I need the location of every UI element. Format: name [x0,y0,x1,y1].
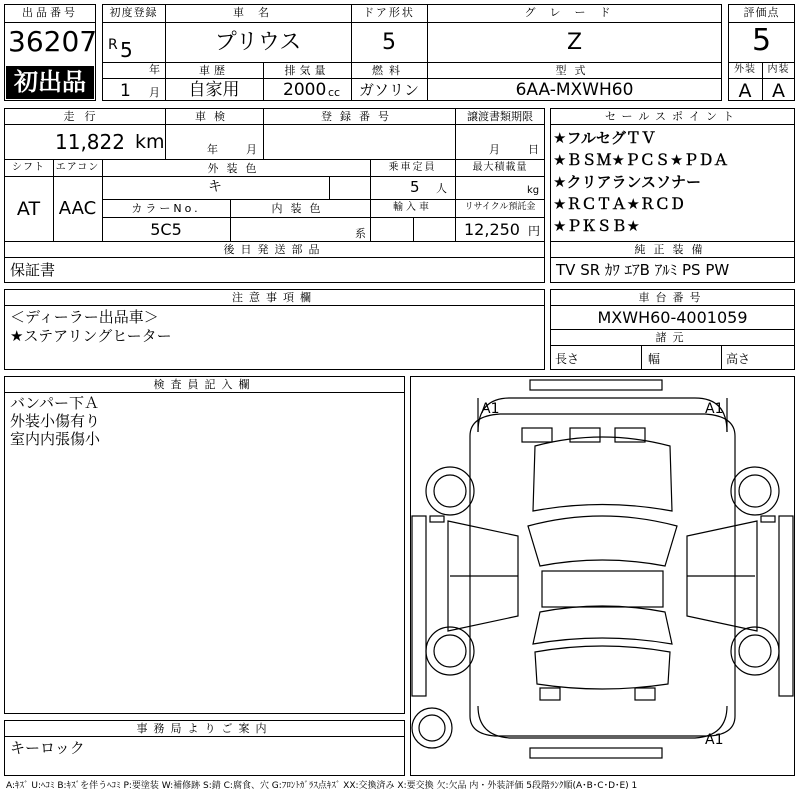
width-label: 幅 [648,352,661,366]
transfer-day-unit: 日 [528,143,539,156]
office-value: キーロック [10,739,85,757]
car-diagram [410,376,795,776]
capacity-unit: 人 [436,182,447,195]
ext-score-label: 外装 [734,64,756,75]
inspector-line: 外装小傷有り [10,412,101,430]
displacement-unit: cc [328,86,341,99]
equipment-label: 純正装備 [634,243,711,256]
int-score: A [772,80,785,102]
first-time-label: 初出品 [14,68,86,96]
recycle-unit: 円 [528,224,541,238]
mileage-value: 11,822 [55,130,125,154]
notes-line: ★ステアリングヒーター [10,327,172,345]
recycle-value: 12,250 [464,220,520,239]
inspector-line: 室内内張傷小 [10,430,101,448]
height-label: 高さ [726,352,751,366]
lot-no-label: 出品番号 [22,6,78,19]
sales-point-item: ★ＰＫＳＢ★ [553,217,640,235]
shift-value: AT [16,198,41,220]
mileage-label: 走行 [63,110,106,123]
month-unit: 月 [149,86,160,99]
color-no-value: 5C5 [150,220,182,239]
ext-score: A [738,80,752,102]
int-score-label: 内装 [767,64,790,75]
displacement-label: 排気量 [284,64,330,77]
sales-point-item: ★ＲＣＴＡ★ＲＣＤ [553,195,685,213]
int-color-suffix: 系 [355,227,366,240]
recycle-label: リサイクル預託金 [464,202,536,212]
inspection-year-unit: 年 [207,143,218,156]
color-no-label: カラーNo. [131,202,201,215]
score-label: 評価点 [743,6,780,19]
plate-label: 登録番号 [321,110,397,123]
score-value: 5 [751,23,772,58]
dims-label: 諸元 [655,331,690,344]
damage-mark: A1 [705,732,724,748]
car-name-label: 車名 [233,6,283,19]
sales-point-item: ★ＢＳＭ★ＰＣＳ★ＰＤＡ [553,151,729,169]
first-reg-label: 初度登録 [109,6,158,19]
office-label: 事務局よりご案内 [136,722,273,735]
chassis-label: 車台番号 [638,291,707,304]
inspection-label: 車検 [195,110,233,123]
inspector-label: 検査員記入欄 [153,378,256,391]
payload-unit: kg [527,185,540,196]
reg-year: 5 [120,38,133,62]
grade-label: グレード [524,6,625,19]
notes-line: ＜ディーラー出品車＞ [10,308,159,326]
transfer-month-unit: 月 [489,143,500,156]
damage-mark: A1 [705,401,724,417]
equipment-value: TV SR ｶﾜ ｴｱB ｱﾙﾐ PS PW [556,261,730,279]
sales-point-item: ★フルセグＴＶ [553,129,656,147]
model-label: 型式 [555,64,594,77]
sales-point-item: ★クリアランスソナー [553,173,701,191]
door-value: 5 [382,30,396,55]
ext-color-suffix: キ [208,179,222,195]
capacity-label: 乗車定員 [388,162,437,173]
later-parts-label: 後日発送部品 [223,243,326,256]
shift-label: シフト [12,162,45,173]
damage-mark: A1 [481,401,500,417]
inspector-line: バンパー下Ａ [10,394,99,412]
lot-number: 36207 [8,25,98,58]
year-unit: 年 [149,63,160,76]
displacement-value: 2000 [283,80,327,100]
car-name: プリウス [214,30,302,55]
history-value: 自家用 [188,80,240,100]
int-color-label: 内装色 [271,202,329,215]
history-label: 車歴 [199,64,229,77]
fuel-value: ガソリン [358,81,419,99]
notes-label: 注意事項欄 [232,291,317,304]
door-label: ドア形状 [363,6,415,19]
sales-points-label: セールスポイント [604,110,740,123]
fuel-label: 燃料 [372,64,406,77]
grade-value: Z [566,30,583,55]
length-label: 長さ [555,352,580,366]
transfer-label: 譲渡書類期限 [467,110,533,123]
inspection-month-unit: 月 [246,143,257,156]
later-parts-value: 保証書 [10,261,56,279]
ac-value: AAC [58,198,97,219]
capacity-value: 5 [410,178,420,196]
ac-label: エアコン [55,162,100,173]
era: R [108,37,118,53]
mileage-unit: km [135,131,165,153]
payload-label: 最大積載量 [472,162,528,173]
reg-month: 1 [120,81,131,101]
ext-color-label: 外装色 [207,162,265,175]
model-value: 6AA-MXWH60 [515,80,634,100]
legend: A:ｷｽﾞ U:ﾍｺﾐ B:ｷｽﾞを伴うﾍｺﾐ P:要塗装 W:補修跡 S:錆 C:腐食、穴 G:ﾌﾛﾝﾄｶﾞﾗｽ点ｷｽﾞ XX:交換済み X:要交換 欠:欠品 内・外装評価 5段階ﾗﾝｸ順(A･B･C･D･E) 1 [6,781,638,791]
import-label: 輸入車 [393,202,432,213]
chassis-value: MXWH60-4001059 [597,308,748,327]
